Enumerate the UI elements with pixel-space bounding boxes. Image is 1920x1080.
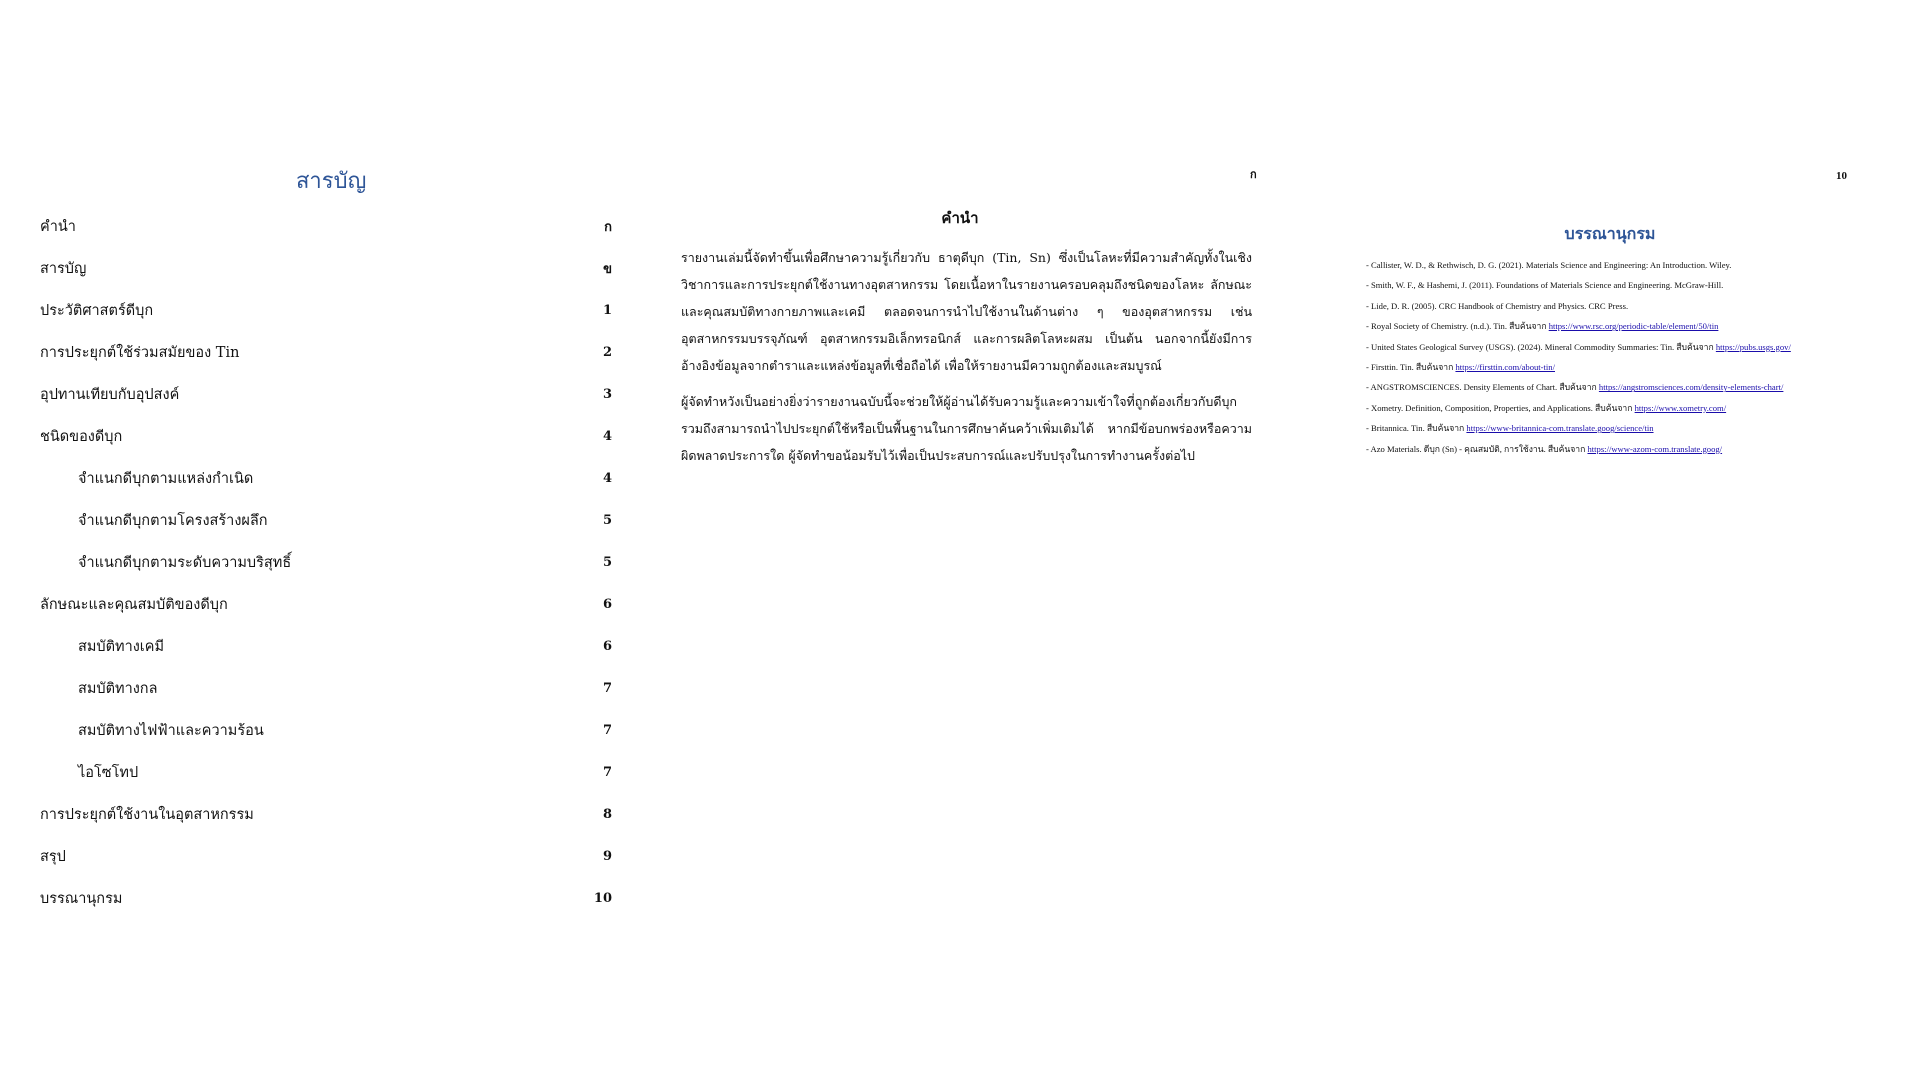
toc-entry-label: จำแนกดีบุกตามระดับความบริสุทธิ์ bbox=[78, 554, 292, 571]
toc-entry[interactable] bbox=[40, 835, 612, 877]
toc-entry[interactable] bbox=[40, 583, 612, 625]
toc-entry[interactable] bbox=[40, 205, 612, 247]
toc-entry[interactable] bbox=[40, 625, 612, 667]
toc-entry-label: สารบัญ bbox=[40, 260, 87, 277]
preface-page bbox=[660, 0, 1260, 1080]
preface-page-number: ก bbox=[1250, 169, 1257, 181]
toc-entry[interactable] bbox=[40, 751, 612, 793]
bibliography-entry-text: - Xometry. Definition, Composition, Properties, and Applications. สืบค้นจาก bbox=[1366, 402, 1635, 413]
bibliography-entry-text: - United States Geological Survey (USGS). (2024). Mineral Commodity Summaries: Tin. สืบค้นจาก bbox=[1366, 341, 1716, 352]
toc-entry-page: 9 bbox=[602, 848, 612, 864]
toc-entry-label: ลักษณะและคุณสมบัติของดีบุก bbox=[40, 596, 228, 613]
toc-entry-page: 1 bbox=[602, 302, 612, 318]
toc-entry-page: 5 bbox=[602, 554, 612, 570]
toc-entry[interactable] bbox=[40, 541, 612, 583]
bibliography-entry bbox=[1366, 337, 1906, 357]
bibliography-entry bbox=[1366, 377, 1906, 397]
toc-entry-label: สรุป bbox=[40, 848, 66, 865]
toc-entry[interactable] bbox=[40, 331, 612, 373]
toc-entry-label: สมบัติทางเคมี bbox=[78, 638, 165, 655]
toc-entry[interactable] bbox=[40, 289, 612, 331]
toc-entry-page: 6 bbox=[602, 638, 612, 654]
toc-entry-page: 10 bbox=[593, 890, 612, 906]
toc-title: สารบัญ bbox=[296, 169, 367, 194]
bibliography-entry bbox=[1366, 418, 1906, 438]
toc-entry-label: อุปทานเทียบกับอุปสงค์ bbox=[40, 386, 180, 403]
bibliography-page bbox=[1330, 0, 1890, 1080]
toc-entry[interactable] bbox=[40, 415, 612, 457]
toc-entry-page: 7 bbox=[602, 764, 612, 780]
bibliography-entry-text: - Britannica. Tin. สืบค้นจาก bbox=[1366, 423, 1467, 434]
bibliography-entry-link[interactable]: https://www-britannica-com.translate.goog/science/tin bbox=[1466, 423, 1654, 434]
toc-entry[interactable] bbox=[40, 457, 612, 499]
bibliography-entry-link[interactable]: https://firsttin.com/about-tin/ bbox=[1455, 361, 1555, 372]
bibliography-entry-link[interactable]: https://www-azom-com.translate.goog/ bbox=[1587, 443, 1723, 454]
bibliography-entry-text: - Lide, D. R. (2005). CRC Handbook of Chemistry and Physics. CRC Press. bbox=[1366, 300, 1629, 311]
bibliography-entry bbox=[1366, 275, 1906, 295]
bibliography-list bbox=[1366, 255, 1906, 459]
toc-entry-label: การประยุกต์ใช้ร่วมสมัยของ Tin bbox=[40, 344, 240, 361]
preface-paragraph-1: รายงานเล่มนี้จัดทำขึ้นเพื่อศึกษาความรู้เกี่ยวกับ ธาตุดีบุก (Tin, Sn) ซึ่งเป็นโลหะที่มีความสำคัญทั้งในเชิงวิชาการและการประยุกต์ใช้งานทางอุตสาหกรรม โดยเนื้อหาในรายงานครอบคลุมถึงชนิดของโลหะ ลักษณะและคุณสมบัติทางกายภาพและเคมี ตลอดจนการนำไปใช้งานในด้านต่าง ๆ ของอุตสาหกรรม เช่น อุตสาหกรรมบรรจุภัณฑ์ อุตสาหกรรมอิเล็กทรอนิกส์ และการผลิตโลหะผสม เป็นต้น นอกจากนี้ยังมีการอ้างอิงข้อมูลจากตำราและแหล่งข้อมูลที่เชื่อถือได้ เพื่อให้รายงานมีความถูกต้องและสมบูรณ์ bbox=[681, 250, 1252, 373]
toc-entry[interactable] bbox=[40, 667, 612, 709]
preface-paragraph-2: ผู้จัดทำหวังเป็นอย่างยิ่งว่ารายงานฉบับนี้จะช่วยให้ผู้อ่านได้รับความรู้และความเข้าใจที่ถูกต้องเกี่ยวกับดีบุก รวมถึงสามารถนำไปประยุกต์ใช้หรือเป็นพื้นฐานในการศึกษาค้นคว้าเพิ่มเติมได้ หากมีข้อบกพร่องหรือความผิดพลาดประการใด ผู้จัดทำขอน้อมรับไว้เพื่อเป็นประสบการณ์และปรับปรุงในการทำงานครั้งต่อไป bbox=[681, 394, 1252, 463]
bibliography-entry-link[interactable]: https://www.rsc.org/periodic-table/element/50/tin bbox=[1548, 321, 1719, 332]
toc-entry[interactable] bbox=[40, 877, 612, 919]
toc-entry[interactable] bbox=[40, 499, 612, 541]
toc-entry-page: 4 bbox=[602, 470, 612, 486]
toc-entry-label: คำนำ bbox=[40, 218, 76, 235]
bibliography-entry bbox=[1366, 316, 1906, 336]
toc-list bbox=[40, 205, 612, 919]
toc-entry-label: ประวัติศาสตร์ดีบุก bbox=[40, 302, 154, 319]
toc-entry[interactable] bbox=[40, 247, 612, 289]
toc-entry-label: สมบัติทางไฟฟ้าและความร้อน bbox=[78, 722, 264, 739]
bibliography-page-number: 10 bbox=[1836, 170, 1847, 182]
toc-entry-label: สมบัติทางกล bbox=[78, 680, 158, 697]
toc-entry-page: 7 bbox=[602, 680, 612, 696]
toc-entry[interactable] bbox=[40, 709, 612, 751]
bibliography-entry-link[interactable]: https://angstromsciences.com/density-elements-chart/ bbox=[1598, 382, 1784, 393]
bibliography-entry bbox=[1366, 357, 1906, 377]
bibliography-entry-text: - Smith, W. F., & Hashemi, J. (2011). Foundations of Materials Science and Engineering. McGraw-Hill. bbox=[1366, 280, 1724, 291]
toc-entry-label: จำแนกดีบุกตามโครงสร้างผลึก bbox=[78, 512, 268, 529]
toc-entry-page: ก bbox=[604, 219, 612, 235]
toc-page bbox=[0, 0, 640, 1080]
preface-title: คำนำ bbox=[941, 209, 979, 227]
toc-entry-label: ชนิดของดีบุก bbox=[40, 428, 123, 445]
bibliography-entry-text: - Royal Society of Chemistry. (n.d.). Tin. สืบค้นจาก bbox=[1366, 321, 1549, 332]
bibliography-entry bbox=[1366, 255, 1906, 275]
bibliography-entry-text: - Azo Materials. ดีบุก (Sn) - คุณสมบัติ, การใช้งาน. สืบค้นจาก bbox=[1366, 443, 1588, 454]
bibliography-entry bbox=[1366, 439, 1906, 459]
toc-entry-page: 5 bbox=[602, 512, 612, 528]
toc-entry-page: 4 bbox=[602, 428, 612, 444]
bibliography-entry-text: - Firsttin. Tin. สืบค้นจาก bbox=[1366, 361, 1456, 372]
bibliography-entry bbox=[1366, 296, 1906, 316]
bibliography-entry-text: - Callister, W. D., & Rethwisch, D. G. (2021). Materials Science and Engineering: An Introduction. Wiley. bbox=[1366, 260, 1732, 270]
toc-entry-page: 8 bbox=[602, 806, 612, 822]
bibliography-entry-link[interactable]: https://www.xometry.com/ bbox=[1634, 402, 1727, 413]
toc-entry-page: 6 bbox=[602, 596, 612, 612]
toc-entry-page: 7 bbox=[602, 722, 612, 738]
toc-entry-label: จำแนกดีบุกตามแหล่งกำเนิด bbox=[78, 470, 254, 487]
toc-entry-label: ไอโซโทป bbox=[78, 764, 139, 781]
bibliography-entry-link[interactable]: https://pubs.usgs.gov/ bbox=[1715, 341, 1791, 352]
toc-entry-page: 2 bbox=[602, 344, 612, 360]
bibliography-entry-text: - ANGSTROMSCIENCES. Density Elements of Chart. สืบค้นจาก bbox=[1366, 382, 1599, 393]
toc-entry-label: การประยุกต์ใช้งานในอุตสาหกรรม bbox=[40, 806, 254, 823]
toc-entry-label: บรรณานุกรม bbox=[40, 890, 123, 907]
bibliography-title: บรรณานุกรม bbox=[1564, 224, 1656, 243]
toc-entry-page: 3 bbox=[602, 386, 612, 402]
toc-entry[interactable] bbox=[40, 793, 612, 835]
bibliography-entry bbox=[1366, 398, 1906, 418]
toc-entry[interactable] bbox=[40, 373, 612, 415]
toc-entry-page: ข bbox=[603, 261, 612, 277]
